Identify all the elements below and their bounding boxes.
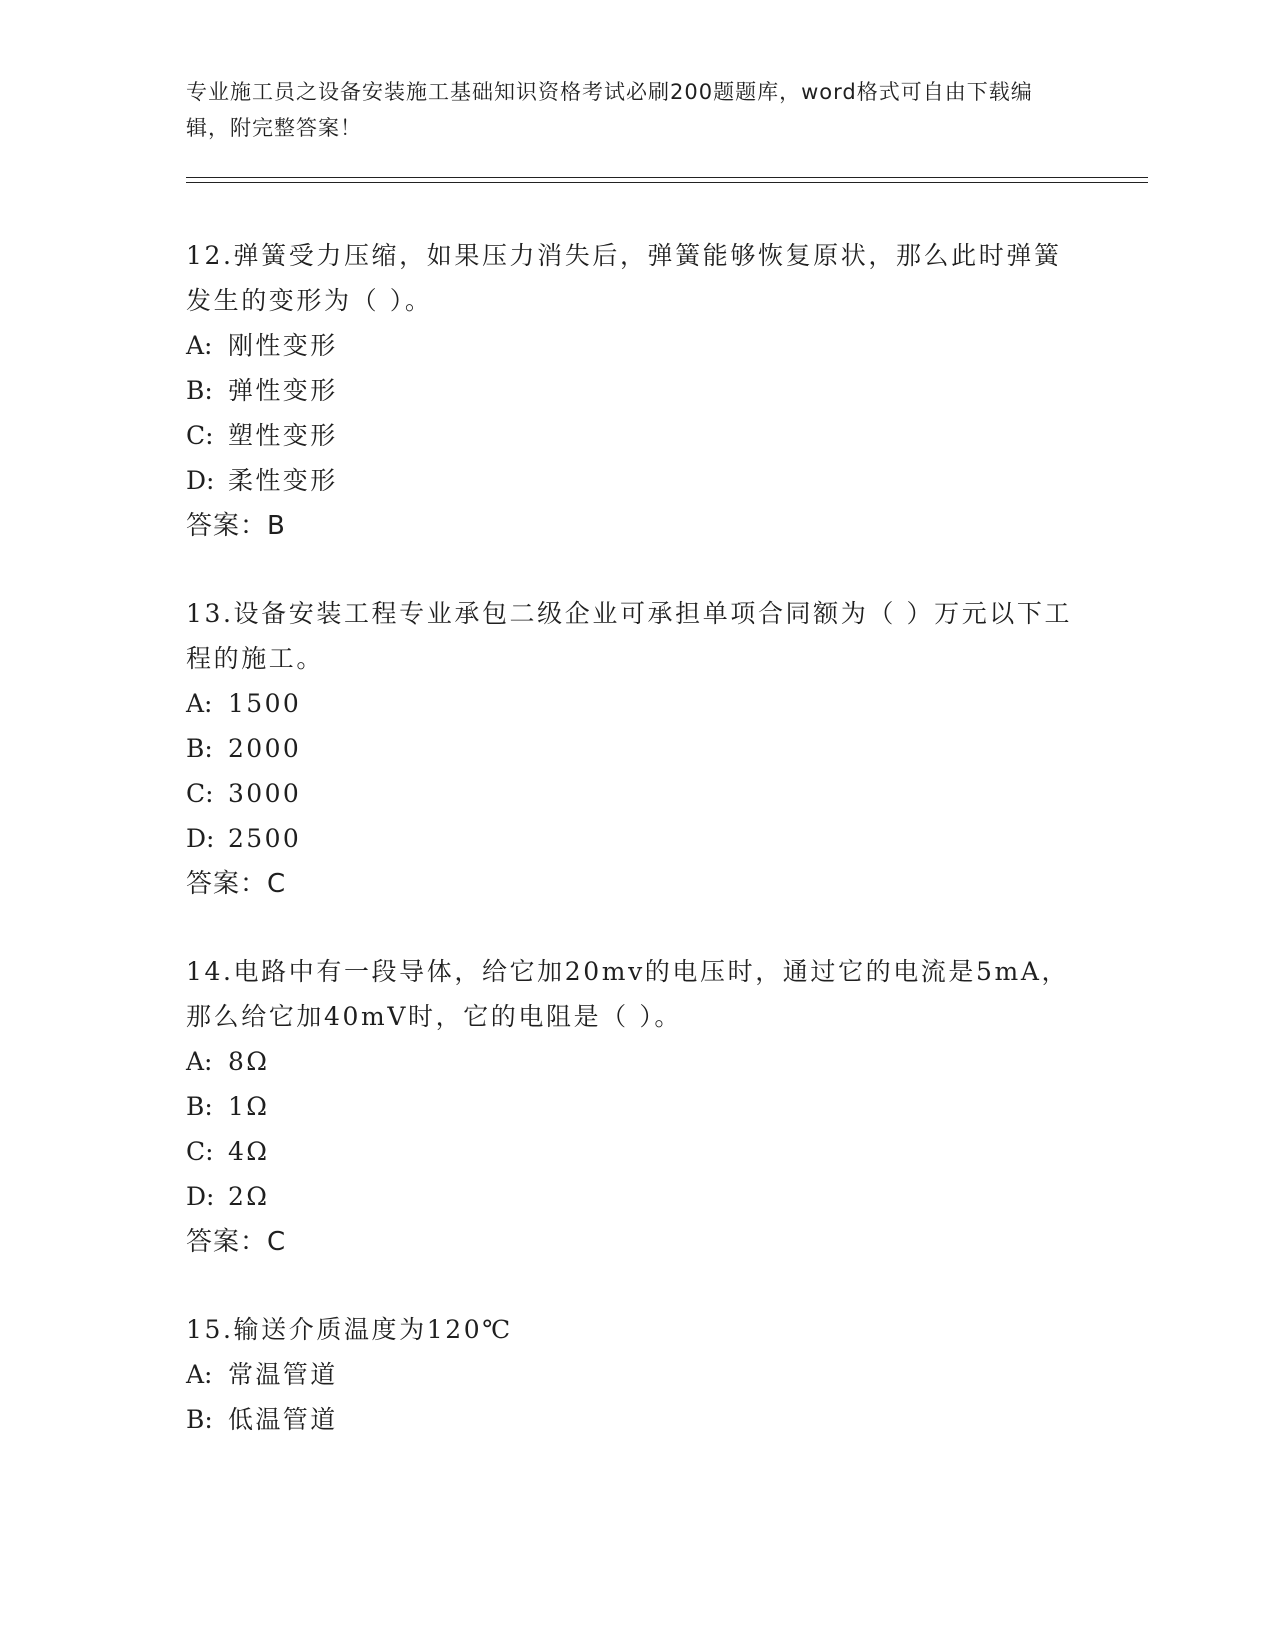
option-letter: D:	[186, 1182, 215, 1211]
question-list	[186, 233, 1086, 1484]
option-d	[186, 458, 1086, 503]
option-letter: D:	[186, 466, 215, 495]
option-a	[186, 323, 1086, 368]
option-text: 塑性变形	[228, 421, 338, 450]
option-text: 2500	[228, 824, 302, 853]
answer-value: B	[267, 511, 286, 541]
answer-value: C	[267, 1227, 287, 1257]
option-letter: A:	[186, 1047, 213, 1076]
option-a	[186, 1352, 1086, 1397]
option-text: 3000	[228, 779, 302, 808]
option-text: 常温管道	[228, 1360, 338, 1389]
option-letter: B:	[186, 1092, 213, 1121]
answer-line	[186, 861, 1086, 907]
option-text: 2000	[228, 734, 302, 763]
question-stem: 13.设备安装工程专业承包二级企业可承担单项合同额为（ ）万元以下工程的施工。	[186, 599, 1073, 673]
option-letter: C:	[186, 421, 214, 450]
option-d	[186, 816, 1086, 861]
option-text: 2Ω	[228, 1182, 270, 1211]
question-stem: 14.电路中有一段导体，给它加20mv的电压时，通过它的电流是5mA，那么给它加40mV时，它的电阻是（ ）。	[186, 957, 1070, 1031]
option-text: 1500	[228, 689, 302, 718]
option-letter: D:	[186, 824, 215, 853]
answer-label: 答案：	[186, 869, 268, 899]
option-text: 1Ω	[228, 1092, 270, 1121]
answer-line	[186, 1219, 1086, 1265]
question-14	[186, 949, 1086, 1265]
question-12	[186, 233, 1086, 549]
option-b	[186, 726, 1086, 771]
answer-value: C	[267, 869, 287, 899]
option-text: 8Ω	[228, 1047, 270, 1076]
option-letter: B:	[186, 376, 213, 405]
question-stem: 12.弹簧受力压缩，如果压力消失后，弹簧能够恢复原状，那么此时弹簧发生的变形为（ ）。	[186, 241, 1062, 315]
answer-label: 答案：	[186, 1227, 268, 1257]
option-d	[186, 1174, 1086, 1219]
question-stem: 15.输送介质温度为120℃	[186, 1315, 513, 1344]
option-c	[186, 1129, 1086, 1174]
option-letter: A:	[186, 1360, 213, 1389]
answer-label: 答案：	[186, 511, 268, 541]
option-b	[186, 368, 1086, 413]
question-13	[186, 591, 1086, 907]
option-text: 刚性变形	[228, 331, 338, 360]
option-b	[186, 1084, 1086, 1129]
header-divider-bottom	[186, 182, 1148, 183]
option-text: 弹性变形	[228, 376, 338, 405]
answer-line	[186, 503, 1086, 549]
question-15	[186, 1307, 1086, 1442]
option-text: 4Ω	[228, 1137, 270, 1166]
option-text: 柔性变形	[228, 466, 338, 495]
option-letter: C:	[186, 779, 214, 808]
option-c	[186, 413, 1086, 458]
option-a	[186, 681, 1086, 726]
option-b	[186, 1397, 1086, 1442]
option-a	[186, 1039, 1086, 1084]
option-text: 低温管道	[228, 1405, 338, 1434]
document-header: 专业施工员之设备安装施工基础知识资格考试必刷200题题库，word格式可自由下载编辑，附完整答案！	[186, 80, 1033, 140]
option-letter: B:	[186, 1405, 213, 1434]
option-c	[186, 771, 1086, 816]
option-letter: A:	[186, 689, 213, 718]
header-divider-top	[186, 177, 1148, 178]
option-letter: A:	[186, 331, 213, 360]
option-letter: B:	[186, 734, 213, 763]
option-letter: C:	[186, 1137, 214, 1166]
